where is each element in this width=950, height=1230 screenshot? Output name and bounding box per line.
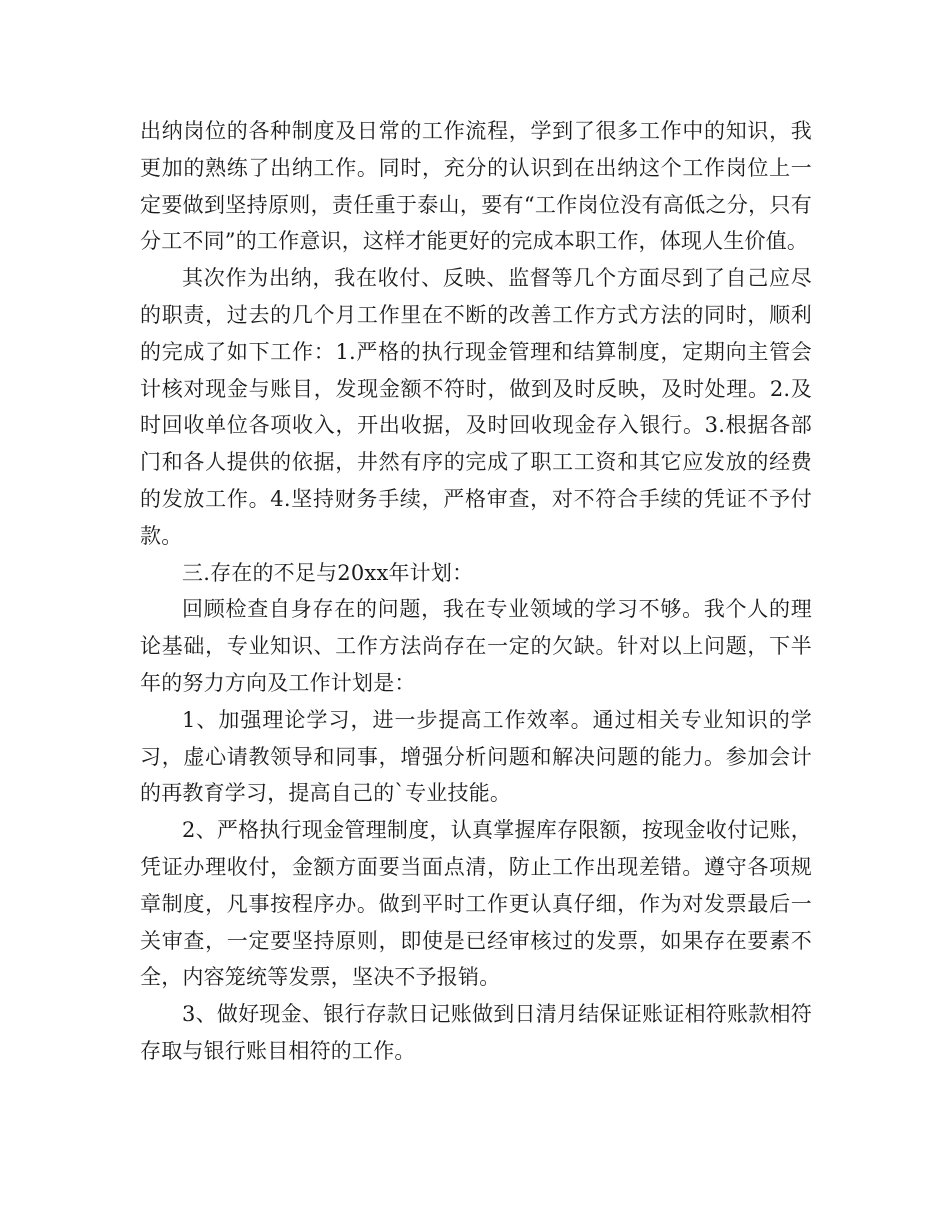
document-page (140, 113, 812, 1070)
plan-item-1: 1、加强理论学习，进一步提高工作效率。通过相关专业知识的学习，虚心请教领导和同事，增强分析问题和解决问题的能力。参加会计的再教育学习，提高自己的`专业技能。 (140, 707, 812, 806)
plan-item-3: 3、做好现金、银行存款日记账做到日清月结保证账证相符账款相符存取与银行账目相符的工作。 (140, 1002, 812, 1063)
plan-item-2: 2、严格执行现金管理制度，认真掌握库存限额，按现金收付记账，凭证办理收付，金额方面要当面点清，防止工作出现差错。遵守各项规章制度，凡事按程序办。做到平时工作更认真仔细，作为对发票最后一关审查，一定要坚持原则，即使是已经审核过的发票，如果存在要素不全，内容笼统等发票，坚决不予报销。 (140, 818, 812, 990)
paragraph-1: 出纳岗位的各种制度及日常的工作流程，学到了很多工作中的知识，我更加的熟练了出纳工作。同时，充分的认识到在出纳这个工作岗位上一定要做到坚持原则，责任重于泰山，要有“工作岗位没有高低之分，只有分工不同”的工作意识，这样才能更好的完成本职工作，体现人生价值。 (140, 119, 812, 254)
paragraph-2: 其次作为出纳，我在收付、反映、监督等几个方面尽到了自己应尽的职责，过去的几个月工作里在不断的改善工作方式方法的同时，顺利的完成了如下工作：1.严格的执行现金管理和结算制度，定期向主管会计核对现金与账目，发现金额不符时，做到及时反映，及时处理。2.及时回收单位各项收入，开出收据，及时回收现金存入银行。3.根据各部门和各人提供的依据，井然有序的完成了职工工资和其它应发放的经费的发放工作。4.坚持财务手续，严格审查，对不符合手续的凭证不予付款。 (140, 266, 812, 548)
paragraph-3: 回顾检查自身存在的问题，我在专业领域的学习不够。我个人的理论基础，专业知识、工作方法尚存在一定的欠缺。针对以上问题，下半年的努力方向及工作计划是： (140, 597, 812, 695)
section-heading: 三.存在的不足与20xx年计划： (182, 560, 474, 585)
